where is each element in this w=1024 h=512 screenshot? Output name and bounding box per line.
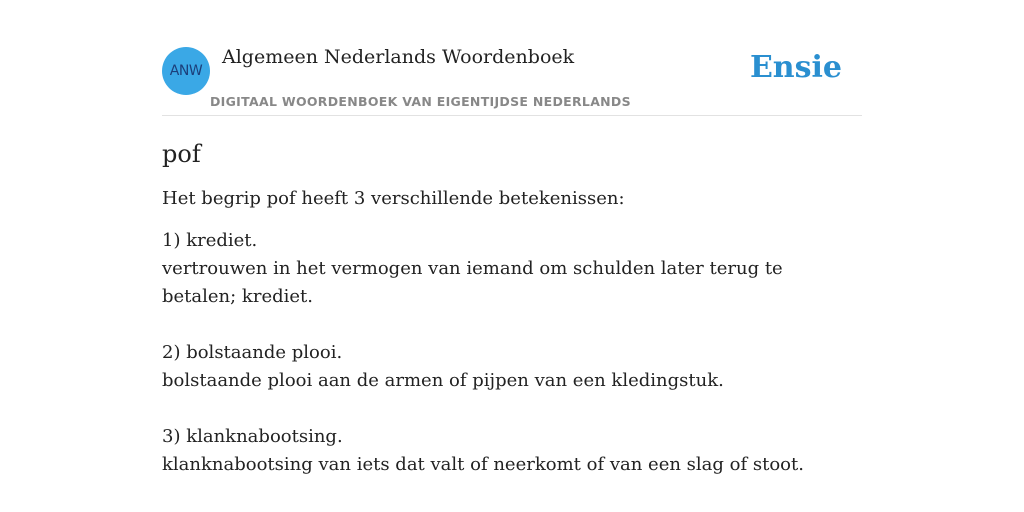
meaning-heading: 1) krediet. (162, 230, 258, 251)
site-header (162, 40, 862, 116)
logo-text: ANW (169, 63, 203, 79)
anw-logo[interactable] (162, 47, 210, 95)
entry-intro: Het begrip pof heeft 3 verschillende betekenissen: (162, 188, 625, 209)
site-subtitle: DIGITAAL WOORDENBOEK VAN EIGENTIJDSE NEDERLANDS (210, 94, 631, 109)
meaning-item (162, 339, 862, 395)
meanings-list (162, 227, 862, 479)
meaning-heading: 2) bolstaande plooi. (162, 342, 343, 363)
page-container (162, 40, 862, 507)
ensie-brand-link[interactable]: Ensie (749, 50, 842, 85)
site-title[interactable]: Algemeen Nederlands Woordenboek (222, 46, 575, 68)
meaning-definition: bolstaande plooi aan de armen of pijpen van een kledingstuk. (162, 370, 724, 391)
meaning-heading: 3) klanknabootsing. (162, 426, 343, 447)
meaning-item (162, 423, 862, 479)
meaning-definition: klanknabootsing van iets dat valt of neerkomt of van een slag of stoot. (162, 454, 804, 475)
meaning-item (162, 227, 862, 311)
entry-word: pof (162, 140, 201, 168)
meaning-definition: vertrouwen in het vermogen van iemand om schulden later terug te betalen; krediet. (162, 258, 783, 307)
